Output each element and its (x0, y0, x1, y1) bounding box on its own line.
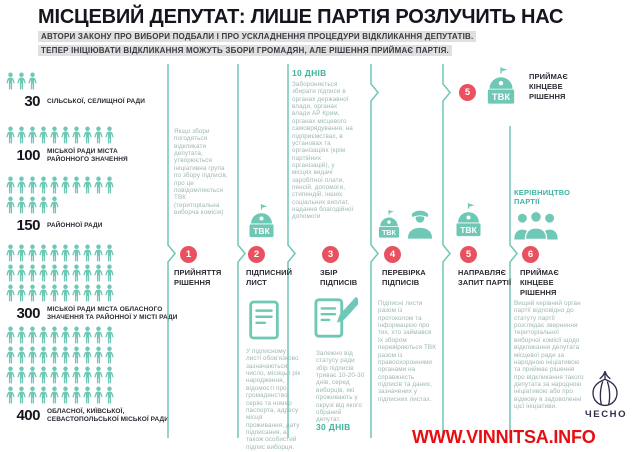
site-watermark: WWW.VINNITSA.INFO (412, 427, 596, 447)
person-icon (72, 284, 81, 302)
person-icon (28, 176, 37, 194)
tvk-building-icon (246, 202, 277, 242)
tvk-label: ТВК (253, 226, 270, 237)
duration-30-days: 30 ДНІВ (316, 422, 351, 432)
person-icon (83, 326, 92, 344)
person-icon (6, 244, 15, 262)
tvk-label: ТВК (382, 229, 396, 238)
people-icons (6, 126, 118, 146)
person-icon (39, 346, 48, 364)
person-icon (17, 196, 26, 214)
person-icon (17, 176, 26, 194)
person-icon (50, 346, 59, 364)
person-icon (17, 264, 26, 282)
person-icon (6, 176, 15, 194)
council-group-raion (6, 176, 165, 233)
person-icon (72, 326, 81, 344)
person-icon (72, 386, 81, 404)
party-leadership-label: КЕРІВНИЦТВО ПАРТІЇ (514, 188, 571, 207)
person-icon (17, 346, 26, 364)
council-count: 300 (16, 305, 40, 323)
person-icon (83, 346, 92, 364)
step5-label: НАПРАВЛЯЄ ЗАПИТ ПАРТІЇ (458, 268, 512, 287)
person-icon (83, 386, 92, 404)
person-icon (105, 244, 114, 262)
person-icon (39, 326, 48, 344)
signing-pencil-icon (314, 296, 358, 340)
person-icon (61, 126, 70, 144)
duration-10-days: 10 ДНІВ (292, 68, 327, 78)
person-icon (72, 176, 81, 194)
person-icon (50, 326, 59, 344)
person-icon (94, 284, 103, 302)
person-icon (50, 176, 59, 194)
step3-number-badge: 3 (322, 246, 339, 263)
person-icon (39, 264, 48, 282)
person-icon (6, 126, 15, 144)
tvk-building-icon (453, 200, 484, 242)
step3-label: ЗБІР ПІДПИСІВ (320, 268, 358, 287)
council-label: МІСЬКОЇ РАДИ МІСТА РАЙОННОГО ЗНАЧЕННЯ (47, 148, 128, 163)
person-icon (61, 264, 70, 282)
person-icon (39, 386, 48, 404)
person-icon (61, 346, 70, 364)
tvk-label: ТВК (491, 92, 511, 103)
person-icon (50, 366, 59, 384)
council-group-village (6, 72, 165, 109)
person-icon (94, 176, 103, 194)
person-icon (6, 72, 15, 90)
person-icon (61, 326, 70, 344)
person-icon (61, 244, 70, 262)
people-icons (6, 244, 118, 304)
person-icon (50, 126, 59, 144)
person-icon (83, 264, 92, 282)
person-icon (50, 196, 59, 214)
tvk-final-decision-number-badge: 5 (459, 84, 476, 101)
page-title: МІСЦЕВИЙ ДЕПУТАТ: ЛИШЕ ПАРТІЯ РОЗЛУЧИТЬ НАС (38, 6, 564, 28)
person-icon (6, 366, 15, 384)
person-icon (17, 244, 26, 262)
person-icon (6, 284, 15, 302)
person-icon (72, 366, 81, 384)
person-icon (72, 244, 81, 262)
chesno-logo-text: ЧЕСНО (585, 409, 628, 420)
person-icon (105, 176, 114, 194)
council-label: ОБЛАСНОЇ, КИЇВСЬКОЇ, СЕВАСТОПОЛЬСЬКОЇ МІСЬКОЇ РАДИ (47, 408, 170, 423)
chesno-garlic-icon (589, 370, 621, 408)
flow-separator (371, 64, 378, 438)
council-count: 150 (16, 217, 40, 234)
step2-label: ПІДПИСНИЙ ЛИСТ (246, 268, 293, 287)
council-count: 30 (24, 93, 40, 110)
person-icon (17, 126, 26, 144)
tvk-label: ТВК (460, 225, 477, 236)
council-count: 400 (16, 407, 40, 425)
person-icon (83, 366, 92, 384)
step4-label: ПЕРЕВІРКА ПІДПИСІВ (382, 268, 426, 287)
person-icon (50, 264, 59, 282)
person-icon (6, 386, 15, 404)
person-icon (72, 264, 81, 282)
council-label: СІЛЬСЬКОЇ, СЕЛИЩНОЇ РАДИ (47, 97, 146, 105)
person-icon (50, 284, 59, 302)
tvk-building-icon (484, 64, 518, 110)
person-icon (61, 366, 70, 384)
person-icon (105, 126, 114, 144)
person-icon (28, 244, 37, 262)
person-icon (28, 346, 37, 364)
person-icon (94, 386, 103, 404)
person-icon (28, 264, 37, 282)
council-group-city-raion (6, 126, 142, 164)
person-icon (39, 126, 48, 144)
person-icon (105, 326, 114, 344)
council-group-oblast (6, 326, 173, 424)
person-icon (17, 386, 26, 404)
party-leadership-icon (513, 210, 559, 240)
council-group-city-oblast (6, 244, 179, 322)
council-label: РАЙОННОЇ РАДИ (47, 221, 103, 229)
person-icon (94, 126, 103, 144)
person-icon (6, 346, 15, 364)
official-person-icon (405, 202, 435, 242)
people-icons (6, 176, 118, 216)
flow-separator (238, 64, 245, 438)
person-icon (39, 284, 48, 302)
person-icon (6, 196, 15, 214)
person-icon (105, 284, 114, 302)
person-icon (83, 284, 92, 302)
person-icon (17, 284, 26, 302)
person-icon (39, 366, 48, 384)
people-icons (6, 326, 118, 406)
tvk-building-icon (376, 208, 402, 242)
step4-number-badge: 4 (384, 246, 401, 263)
step6-note: Вищий керівний орган партії відповідно до статуту партії розглядає звернення територіальної виборчої комісії щодо відкликання депутата місцевої ради за народною ініціативою та приймає рішення про відкликання такого депутата за народною ініціативою або про відмову в задоволенні цієї ініціативи. (514, 300, 584, 411)
person-icon (6, 264, 15, 282)
person-icon (28, 386, 37, 404)
person-icon (61, 284, 70, 302)
step4-note: Підписні листи разом із протоколом та інформацією про тих, хто займався їх збором перевіряються ТВК разом із правоохоронними органами на справжність підписів та даних, зазначених у підписних листах. (378, 300, 436, 403)
step5-number-badge: 5 (460, 246, 477, 263)
council-label: МІСЬКОЇ РАДИ МІСТА ОБЛАСНОГО ЗНАЧЕННЯ ТА РАЙОННОЇ У МІСТІ РАДИ (47, 306, 178, 321)
person-icon (83, 244, 92, 262)
person-icon (83, 126, 92, 144)
person-icon (39, 244, 48, 262)
person-icon (50, 386, 59, 404)
person-icon (105, 346, 114, 364)
step3-note: Залежно від статусу ради збір підписів триває 10-20-30 днів, серед виборців, які проживають у окрузі від якого обраний депутат. (316, 350, 365, 424)
step1-label: ПРИЙНЯТТЯ РІШЕННЯ (174, 268, 222, 287)
step1-number-badge: 1 (180, 246, 197, 263)
subtitle-line-1: АВТОРИ ЗАКОНУ ПРО ВИБОРИ ПОДБАЛИ І ПРО УСКЛАДНЕННЯ ПРОЦЕДУРИ ВІДКЛИКАННЯ ДЕПУТАТІВ. (38, 31, 476, 42)
person-icon (72, 346, 81, 364)
person-icon (94, 244, 103, 262)
person-icon (28, 196, 37, 214)
person-icon (50, 244, 59, 262)
flow-separator (443, 64, 450, 438)
person-icon (28, 326, 37, 344)
person-icon (105, 386, 114, 404)
step6-number-badge: 6 (522, 246, 539, 263)
document-icon (249, 300, 279, 340)
subtitle-line-2: ТЕПЕР ІНІЦІЮВАТИ ВІДКЛИКАННЯ МОЖУТЬ ЗБОРИ ГРОМАДЯН, АЛЕ РІШЕННЯ ПРИЙМАЄ ПАРТІЯ. (38, 45, 452, 56)
person-icon (39, 176, 48, 194)
people-icons (6, 72, 118, 92)
person-icon (28, 72, 37, 90)
step1-note: Якщо збори погодяться відкликати депутата, утворюється ініціативна група по збору підписів, про це повідомляються ТВК (територіальна виборча комісія) (174, 128, 228, 216)
tvk-final-decision-label: ПРИЙМАЄ КІНЦЕВЕ РІШЕННЯ (529, 72, 568, 101)
council-count: 100 (16, 147, 40, 165)
person-icon (61, 176, 70, 194)
step6-label: ПРИЙМАЄ КІНЦЕВЕ РІШЕННЯ (520, 268, 559, 297)
person-icon (17, 72, 26, 90)
person-icon (28, 284, 37, 302)
person-icon (94, 264, 103, 282)
person-icon (17, 366, 26, 384)
person-icon (94, 346, 103, 364)
person-icon (105, 366, 114, 384)
person-icon (105, 264, 114, 282)
person-icon (6, 326, 15, 344)
person-icon (94, 326, 103, 344)
person-icon (28, 126, 37, 144)
step2-note: У підписному листі обов'язково зазначаються число, місяць і рік народження, відомості про громадянство, серію та номер паспорта, адресу місця проживання, дату підписання, а також особистий підпис виборця. (246, 348, 301, 451)
person-icon (28, 366, 37, 384)
person-icon (17, 326, 26, 344)
step3-restrictions-note: Забороняється збирати підписи в органах державної влади, органах влади АР Крим, органах місцевого самоврядування, на підприємствах, в установах та організаціях (крім партійних організацій), у місцях видачі заробітної плати, пенсій, допомоги, стипендій, інших соціальних виплат, надання благодійної допомоги (292, 81, 354, 221)
person-icon (72, 126, 81, 144)
person-icon (83, 176, 92, 194)
step2-number-badge: 2 (248, 246, 265, 263)
person-icon (39, 196, 48, 214)
person-icon (61, 386, 70, 404)
person-icon (94, 366, 103, 384)
